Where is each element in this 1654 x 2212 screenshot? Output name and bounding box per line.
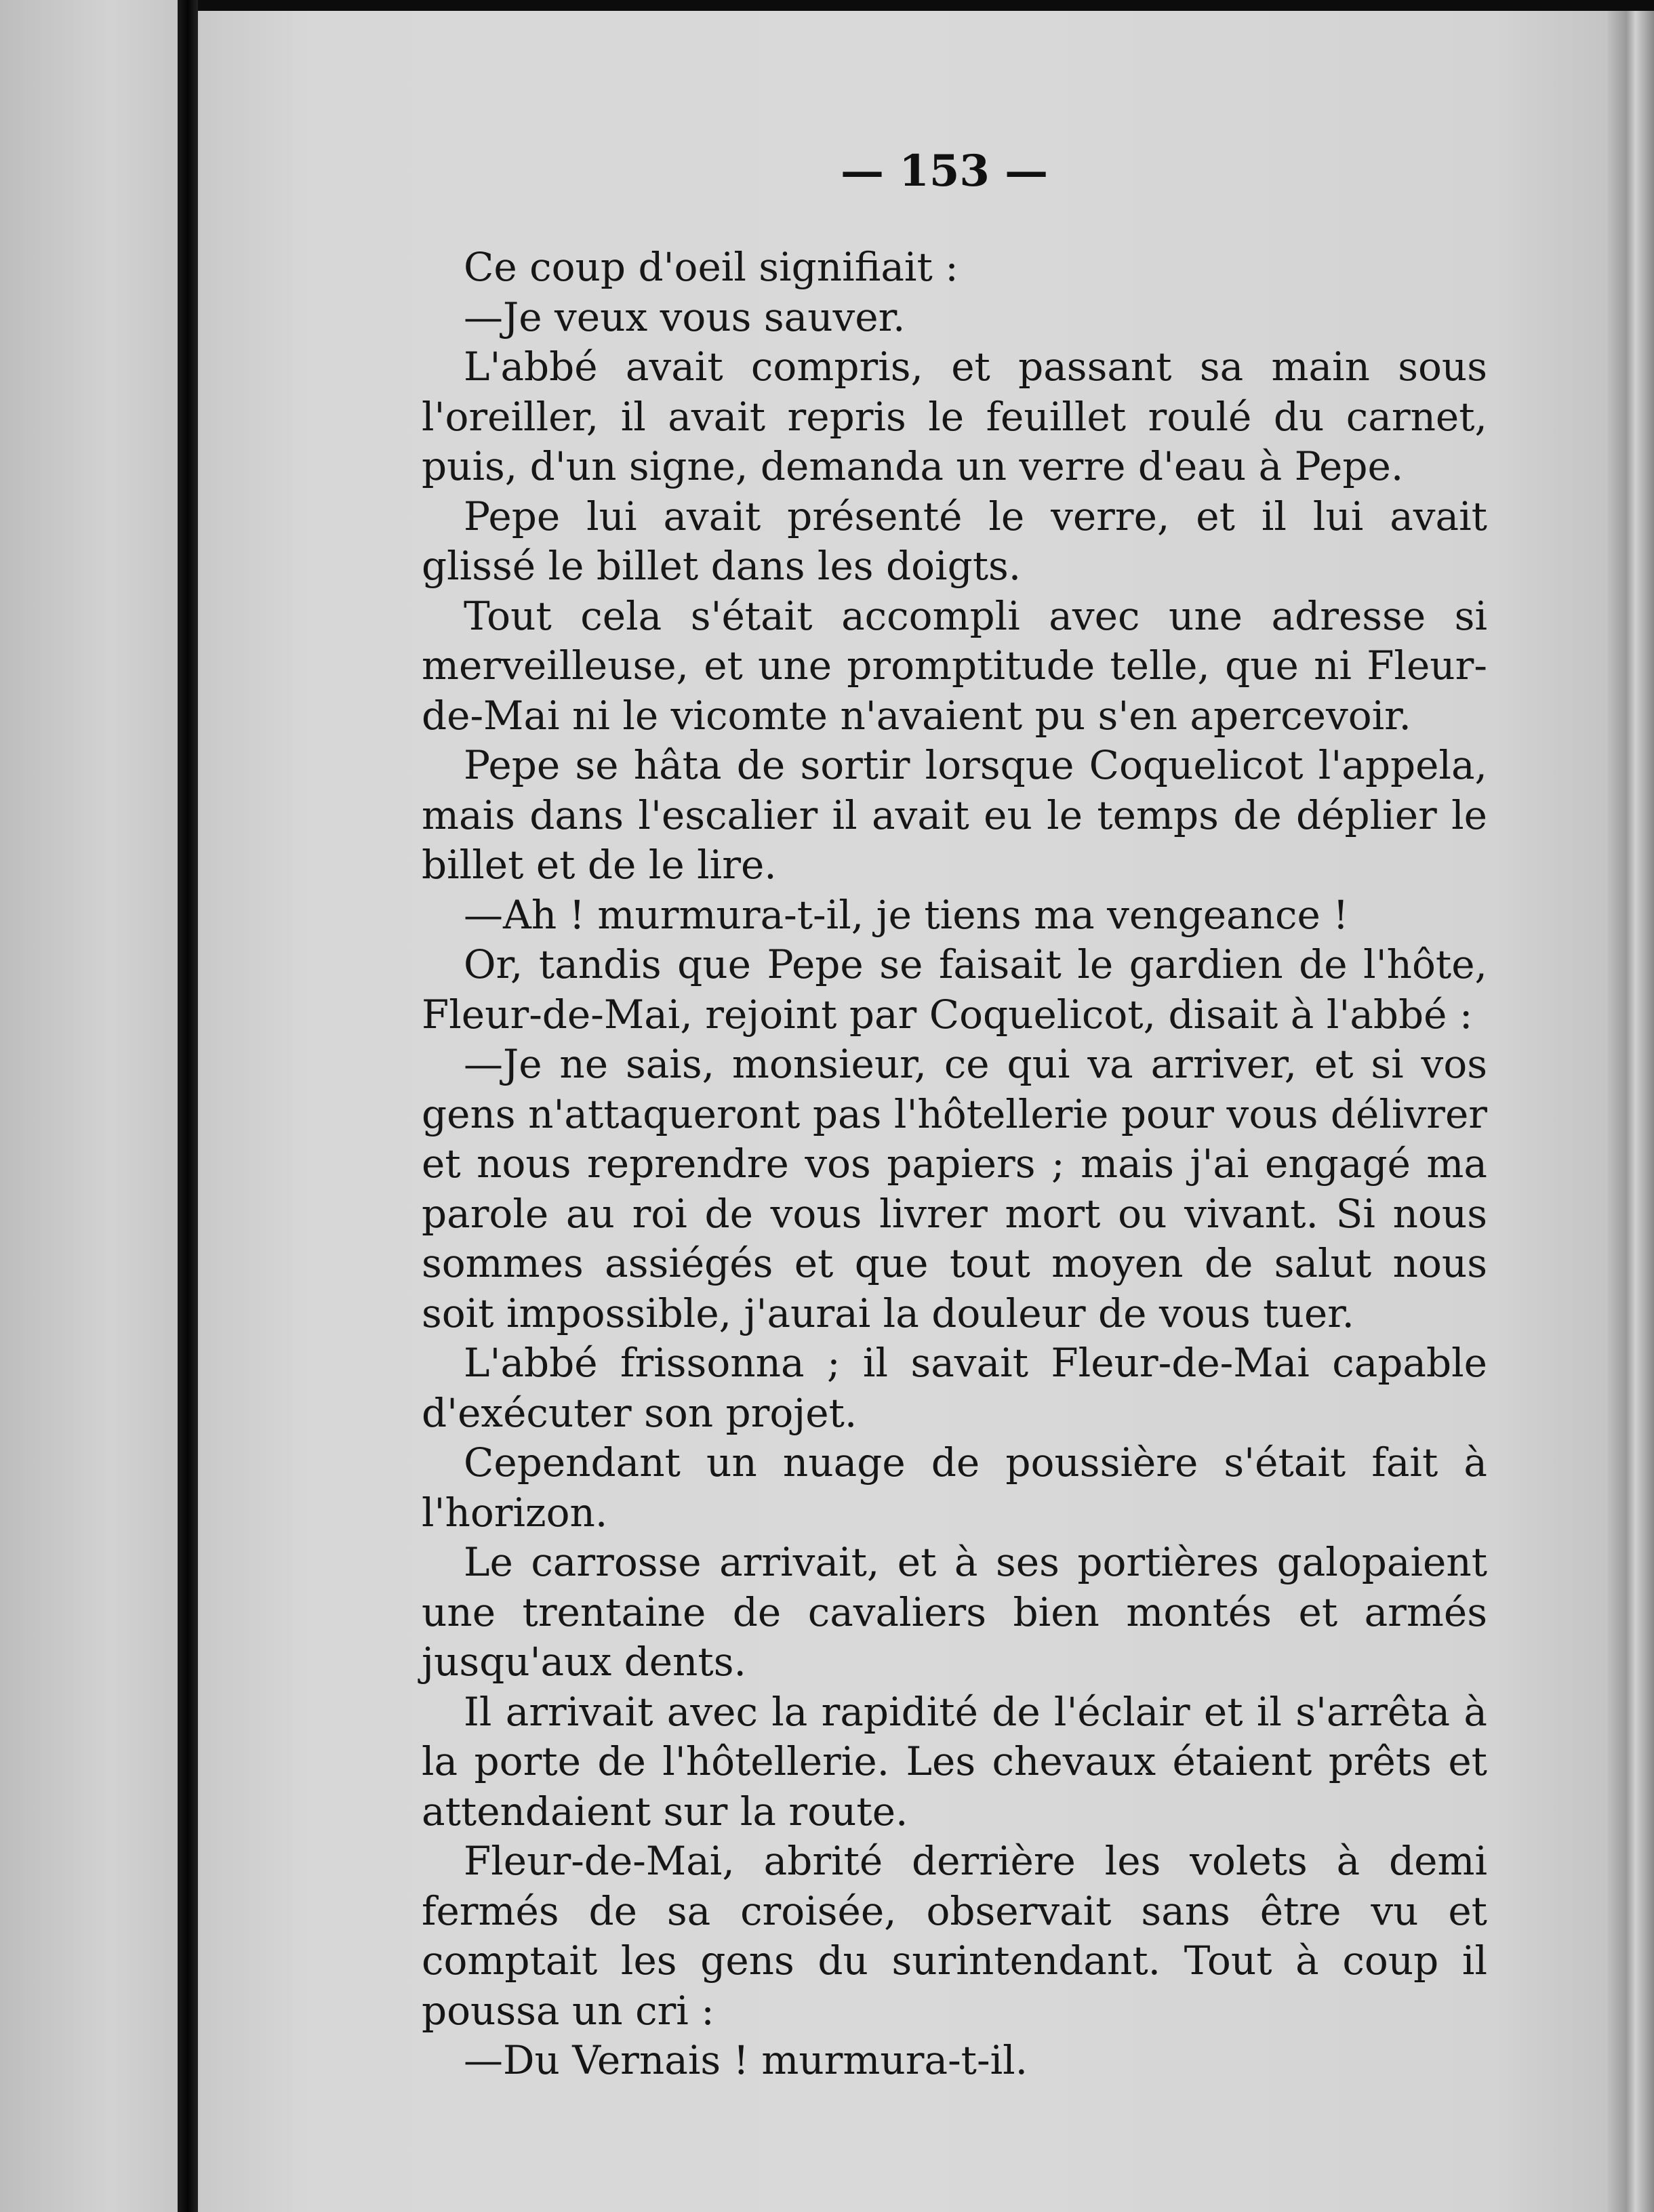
- paragraph: L'abbé frissonna ; il savait Fleur-de-Mai capable d'exécuter son projet.: [422, 1340, 1487, 1436]
- paragraph: Il arrivait avec la rapidité de l'éclair et il s'arrêta à la porte de l'hôtellerie. Les chevaux étaient prêts et attendaient sur la route.: [422, 1688, 1487, 1835]
- book-gutter: [178, 0, 198, 2212]
- paragraph: L'abbé avait compris, et passant sa main sous l'oreiller, il avait repris le feuillet roulé du carnet, puis, d'un signe, demanda un verre d'eau à Pepe.: [422, 344, 1487, 489]
- page-stack-edge: [1608, 11, 1654, 2212]
- paragraph: Ce coup d'oeil signifiait :: [464, 244, 959, 290]
- paragraph: —Du Vernais ! murmura-t-il.: [464, 2037, 1028, 2083]
- paragraph: —Je ne sais, monsieur, ce qui va arriver, et si vos gens n'attaqueront pas l'hôtellerie pour vous délivrer et nous reprendre vos papiers ; mais j'ai engagé ma parole au roi de vous livrer mort ou vivant. Si nous sommes assiégés et que tout moyen de salut nous soit impossible, j'aurai la douleur de vous tuer.: [422, 1041, 1487, 1336]
- paragraph: —Ah ! murmura-t-il, je tiens ma vengeance !: [464, 891, 1349, 938]
- facing-page-edge: [0, 0, 183, 2212]
- paragraph: Fleur-de-Mai, abrité derrière les volets à demi fermés de sa croisée, observait sans être vu et comptait les gens du surintendant. Tout à coup il poussa un cri :: [422, 1838, 1487, 2034]
- page-number: — 153 —: [841, 146, 1049, 197]
- paragraph: —Je veux vous sauver.: [464, 293, 906, 340]
- paragraph: Cependant un nuage de poussière s'était fait à l'horizon.: [422, 1439, 1487, 1536]
- paragraph: Pepe se hâta de sortir lorsque Coquelicot l'appela, mais dans l'escalier il avait eu le temps de déplier le billet et de le lire.: [422, 742, 1487, 888]
- paragraph: Or, tandis que Pepe se faisait le gardien de l'hôte, Fleur-de-Mai, rejoint par Coquelicot, disait à l'abbé :: [422, 941, 1487, 1038]
- paragraph: Pepe lui avait présenté le verre, et il lui avait glissé le billet dans les doigts.: [422, 493, 1487, 589]
- body-text: [422, 243, 1487, 2086]
- paragraph: Tout cela s'était accompli avec une adresse si merveilleuse, et une promptitude telle, que ni Fleur-de-Mai ni le vicomte n'avaient pu s'en apercevoir.: [422, 592, 1487, 739]
- paragraph: Le carrosse arrivait, et à ses portières galopaient une trentaine de cavaliers bien montés et armés jusqu'aux dents.: [422, 1539, 1487, 1685]
